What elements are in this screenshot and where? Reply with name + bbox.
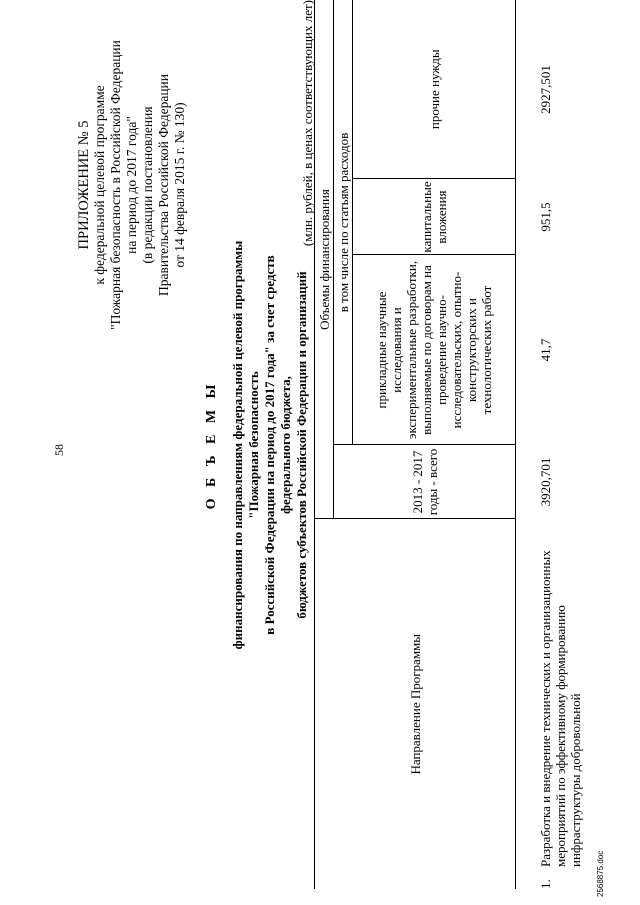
- document-subtitle-line: бюджетов субъектов Российской Федерации и организаций: [294, 271, 309, 619]
- document-title-block: [204, 225, 310, 665]
- appendix-line: на период до 2017 года": [124, 116, 139, 254]
- row-other: 2927,501: [538, 65, 553, 114]
- header-other: прочие нужды: [353, 0, 516, 179]
- appendix-line: "Пожарная безопасность в Российской Федерации: [108, 40, 123, 330]
- header-financing: Объемы финансирования: [315, 0, 334, 519]
- appendix-line: от 14 февраля 2015 г. № 130): [172, 102, 187, 268]
- footer-filename: 2568875.doc: [596, 850, 605, 897]
- row-number: 1.: [538, 879, 553, 889]
- units-note: (млн. рублей, в ценах соответствующих лет): [300, 0, 315, 247]
- header-capital: капитальные вложения: [353, 179, 516, 255]
- row-direction: Разработка и внедрение технических и организационных мероприятий по эффективному формированию инфраструктуры добровольной: [538, 550, 583, 867]
- row-total: 3920,701: [538, 457, 553, 507]
- row-direction-cell: [516, 519, 584, 889]
- header-rnd: прикладные научные исследования и экспериментальные разработки, выполняемые по договорам на проведение научно-исследовательских, опытно-конструкторских и технологических работ: [353, 255, 516, 445]
- header-direction: Направление Программы: [315, 519, 516, 889]
- page-number: 58: [52, 444, 66, 456]
- financing-table: [314, 0, 583, 889]
- appendix-line: Правительства Российской Федерации: [156, 74, 171, 296]
- header-total: 2013 - 2017 годы - всего: [334, 445, 516, 519]
- appendix-line: (в редакции постановления: [140, 106, 155, 264]
- table-row: [516, 0, 584, 889]
- header-by-items: в том числе по статьям расходов: [334, 0, 353, 445]
- document-subtitle-line: в Российской Федерации на период до 2017 года" за счет средств федерального бюджета,: [262, 255, 293, 635]
- appendix-line: к федеральной целевой программе: [92, 85, 107, 285]
- document-title: О Б Ъ Е М Ы: [204, 380, 219, 510]
- table-header-row: [315, 0, 334, 889]
- document-subtitle-line: финансирования по направлениям федеральной целевой программы "Пожарная безопасность: [230, 240, 261, 650]
- appendix-block: [76, 25, 188, 345]
- appendix-title: ПРИЛОЖЕНИЕ № 5: [76, 120, 92, 250]
- row-capital: 951,5: [538, 202, 553, 232]
- row-rnd: 41,7: [538, 338, 553, 362]
